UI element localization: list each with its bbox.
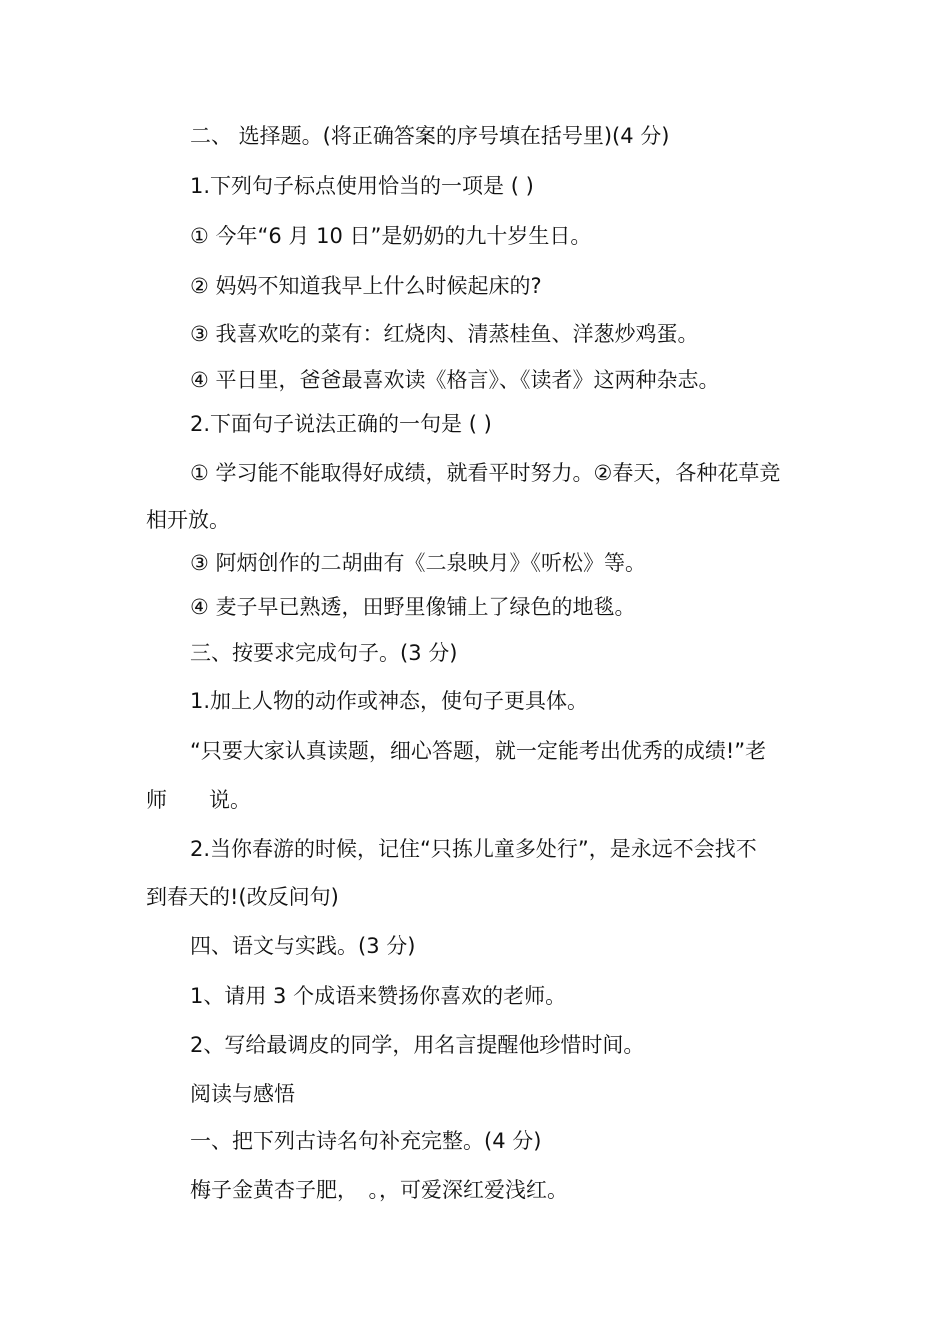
option-2-2-a-cont: 相开放。 (146, 508, 230, 532)
option-2-1-a: ① 今年“6 月 10 日”是奶奶的九十岁生日。 (190, 224, 592, 248)
option-2-2-c: ③ 阿炳创作的二胡曲有《二泉映月》《听松》等。 (190, 551, 646, 575)
section-3-heading: 三、按要求完成句子。(3 分) (190, 641, 458, 665)
poem-fill-line: 梅子金黄杏子肥， 。，可爱深红爱浅红。 (190, 1178, 568, 1202)
option-2-1-b: ② 妈妈不知道我早上什么时候起床的? (190, 274, 542, 298)
section-4-heading: 四、语文与实践。(3 分) (190, 934, 416, 958)
option-2-1-d: ④ 平日里，爸爸最喜欢读《格言》、《读者》这两种杂志。 (190, 368, 720, 392)
question-4-2: 2、写给最调皮的同学，用名言提醒他珍惜时间。 (190, 1033, 645, 1057)
question-3-2: 2.当你春游的时候，记住“只拣儿童多处行”，是永远不会找不 (190, 837, 757, 861)
question-2-1: 1.下列句子标点使用恰当的一项是 ( ) (190, 174, 534, 198)
option-2-2-a: ① 学习能不能取得好成绩，就看平时努力。②春天，各种花草竞 (190, 461, 781, 485)
option-2-1-c: ③ 我喜欢吃的菜有：红烧肉、清蒸桂鱼、洋葱炒鸡蛋。 (190, 322, 699, 346)
reading-section-1-heading: 一、把下列古诗名句补充完整。(4 分) (190, 1129, 542, 1153)
question-3-1-sentence-cont: 师 说。 (146, 788, 251, 812)
part-reading-heading: 阅读与感悟 (190, 1082, 295, 1106)
question-2-2: 2.下面句子说法正确的一句是 ( ) (190, 412, 492, 436)
question-4-1: 1、请用 3 个成语来赞扬你喜欢的老师。 (190, 984, 567, 1008)
question-3-1: 1.加上人物的动作或神态，使句子更具体。 (190, 689, 589, 713)
question-3-2-cont: 到春天的!(改反问句) (146, 885, 339, 909)
section-2-heading: 二、 选择题。(将正确答案的序号填在括号里)(4 分) (190, 124, 670, 148)
question-3-1-sentence: “只要大家认真读题，细心答题，就一定能考出优秀的成绩!”老 (190, 739, 767, 763)
option-2-2-d: ④ 麦子早已熟透，田野里像铺上了绿色的地毯。 (190, 595, 636, 619)
